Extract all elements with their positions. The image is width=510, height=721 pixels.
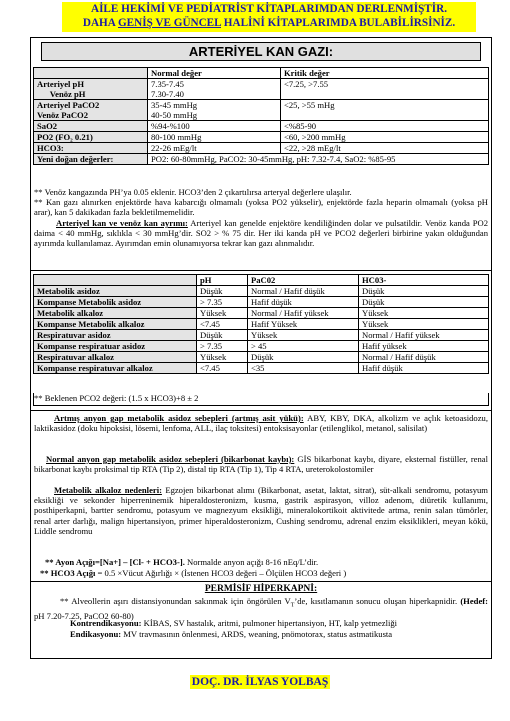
- abg-row-critical: <60, >200 mmHg: [281, 132, 489, 143]
- abg-row-normal: 35-45 mmHg 40-50 mmHg: [148, 100, 281, 121]
- acid-row-paco2: Hafif düşük: [248, 297, 359, 308]
- acid-row-label: Respiratuvar asidoz: [34, 330, 197, 341]
- anion-gap-high: Artmış anyon gap metabolik asidoz sebepleri (artmış asit yükü): ABY, KBY, DKA, alkolizm ve açlık ketoasidozu, laktikasidoz (doku hipoksisi, lösemi, lenfoma, ALL, ilaç toksitesi) entoksisayonlar (etilenglikol, metanol, salisilat): [34, 413, 488, 434]
- acid-row-paco2: Normal / Hafif yüksek: [248, 308, 359, 319]
- acid-row-label: Kompanse Metabolik asidoz: [34, 297, 197, 308]
- acid-row-ph: Yüksek: [197, 308, 248, 319]
- anion-gap-formula: ** Ayon Açığı=[Na+] – [Cl- + HCO3-]. Normalde anyon açığı 8-16 nEq/L’dir.: [45, 557, 319, 567]
- divider: [31, 581, 491, 582]
- abg-row-normal: %94-%100: [148, 121, 281, 132]
- author-signature: DOÇ. DR. İLYAS YOLBAŞ: [191, 676, 329, 688]
- acid-row-ph: > 7.35: [197, 297, 248, 308]
- acid-header-hco3: HC03-: [359, 275, 489, 286]
- abg-header-normal: Normal değer: [148, 68, 281, 79]
- acid-row-label: Metabolik alkaloz: [34, 308, 197, 319]
- acid-header-ph: pH: [197, 275, 248, 286]
- abg-table: [33, 67, 489, 165]
- note-arterial-venous: Arteriyel kan ve venöz kan ayrımı: Arteriyel kan genelde enjektöre kendiliğinden dolar ve pulsatildir. Venöz kanda PO2 daima < 40 mmHg, sıklıkla < 30 mmHg’dir. SO2 > % 75 dir. Her iki kanda pH ve PCO2 değerleri birbirine yakın olduğundan ayırımda kullanılamaz. Ayırımdan emin olunamıyorsa tekrar kan gazı alınmalıdır.: [34, 218, 489, 249]
- abg-row-label: Arteriyel PaCO2 Venöz PaCO2: [34, 100, 148, 121]
- acid-row-label: Kompanse respiratuvar alkaloz: [34, 363, 197, 374]
- acid-row-paco2: Normal / Hafif düşük: [248, 286, 359, 297]
- acid-row-hco3: Hafif düşük: [359, 363, 489, 374]
- banner-line-1: AİLE HEKİMİ VE PEDİATRİST KİTAPLARIMDAN DERLENMİŞTİR.: [91, 3, 447, 15]
- acid-row-hco3: Normal / Hafif düşük: [359, 352, 489, 363]
- acid-row-hco3: Düşük: [359, 297, 489, 308]
- acid-row-paco2: Hafif Yüksek: [248, 319, 359, 330]
- abg-header-critical: Kritik değer: [281, 68, 489, 79]
- acid-row-label: Metabolik asidoz: [34, 286, 197, 297]
- acid-row-hco3: Düşük: [359, 286, 489, 297]
- acid-row-hco3: Normal / Hafif yüksek: [359, 330, 489, 341]
- acid-row-hco3: Yüksek: [359, 319, 489, 330]
- abg-row-label: Yeni doğan değerler:: [34, 154, 148, 165]
- metabolic-alkalosis: Metabolik alkaloz nedenleri: Egzojen bikarbonat alımı (Bikarbonat, asetat, laktat, sitrat), süt-alkali sendromu, potasyum eksikliği ve sekonder hiperreninemik hiperaldosteronizm, kusma, gastrik aspirasyon, villoz adenom, diüretik kullanımı, posthiperkapni, bartter sendromu, potasyum ve magnezyum eksikliği, mineralokortikoit aktivitede artma, renin salan tümörler, renal arter darlığı, malign hipertansiyon, primer hiperaldosteronizm, Cushing sendromu, adrenal enzim eksiklikleri, meyan kökü, Liddle sendromu: [34, 485, 488, 536]
- acid-base-table: [33, 274, 489, 374]
- abg-row-label: SaO2: [34, 121, 148, 132]
- expected-pco2-note: ** Beklenen PCO2 değeri: (1.5 x HCO3)+8 ± 2: [33, 393, 489, 406]
- divider: [31, 270, 491, 271]
- acid-row-ph: Düşük: [197, 286, 248, 297]
- acid-row-paco2: > 45: [248, 341, 359, 352]
- acid-row-hco3: Yüksek: [359, 308, 489, 319]
- acid-row-ph: Düşük: [197, 330, 248, 341]
- abg-row-critical: <7.25, >7.55: [281, 79, 489, 100]
- header-banner: [62, 2, 476, 32]
- acid-row-ph: > 7.35: [197, 341, 248, 352]
- anion-gap-normal: Normal anyon gap metabolik asidoz sebepleri (bikarbonat kaybı): GİS bikarbonat kaybı, diyare, eksternal fistüller, renal bikarbonat kaybı proksimal tip RTA (Tip 2), distal tip RTA (Tip 1), Tip 4 RTA, ureterokolostomiler: [34, 454, 488, 475]
- abg-row-critical: <25, >55 mHg: [281, 100, 489, 121]
- acid-row-paco2: <35: [248, 363, 359, 374]
- acid-row-label: Kompanse Metabolik alkaloz: [34, 319, 197, 330]
- acid-row-paco2: Düşük: [248, 352, 359, 363]
- acid-header-paco2: PaC02: [248, 275, 359, 286]
- acid-row-ph: <7.45: [197, 319, 248, 330]
- divider: [31, 410, 491, 411]
- acid-row-paco2: Yüksek: [248, 330, 359, 341]
- hco3-deficit-formula: ** HCO3 Açığı = 0.5 ×Vücut Ağırlığı × (İstenen HCO3 değeri – Ölçülen HCO3 değeri ): [40, 568, 347, 578]
- acid-row-label: Respiratuvar alkaloz: [34, 352, 197, 363]
- abg-row-label: Arteriyel pH Venöz pH: [34, 79, 148, 100]
- hypercapnia-title: PERMİSİF HİPERKAPNİ:: [204, 584, 318, 594]
- abg-row-critical: <%85-90: [281, 121, 489, 132]
- hypercapnia-contraindication: Kontrendikasyonu: KİBAS, SV hastalık, aritmi, pulmoner hipertansiyon, HT, kalp yetmezliği: [70, 618, 398, 628]
- acid-header-blank: [34, 275, 197, 286]
- acid-row-label: Kompanse respiratuar asidoz: [34, 341, 197, 352]
- note-venous: ** Venöz kangazında PH’ya 0.05 eklenir. HCO3’den 2 çıkartılırsa arteryal değerlere ulaşılır.: [34, 187, 352, 197]
- abg-row-normal: 80-100 mmHg: [148, 132, 281, 143]
- hypercapnia-indication: Endikasyonu: MV travmasının önlenmesi, ARDS, weaning, pnömotorax, status astmatikusta: [70, 629, 393, 639]
- content-frame: [30, 37, 492, 659]
- abg-newborn-values: PO2: 60-80mmHg, PaCO2: 30-45mmHg, pH: 7.32-7.4, SaO2: %85-95: [148, 154, 489, 165]
- abg-header-blank: [34, 68, 148, 79]
- page-title: ARTERİYEL KAN GAZI:: [41, 42, 481, 61]
- acid-row-ph: <7.45: [197, 363, 248, 374]
- hypercapnia-definition: ** Alveollerin aşırı distansiyonundan sakınmak için öngörülen $V_T’de$, kısıtlamanın sonucu oluşan hiperkapnidir. (Hedef: pH 7.20-7.25, PaCO2 60-80): [34, 596, 488, 621]
- abg-row-normal: 22-26 mEg/lt: [148, 143, 281, 154]
- note-sampling: ** Kan gazı alınırken enjektörde hava kabarcığı olmamalı (yoksa PO2 yükselir), enjektörde fazla heparin olmamalı (yoksa pH arar), kan 5 dakikadan fazla bekletilmemelidir.: [34, 197, 488, 218]
- abg-row-normal: 7.35-7.45 7.30-7.40: [148, 79, 281, 100]
- abg-row-label: PO2 (FO₂ 0.21): [34, 132, 148, 143]
- acid-row-hco3: Hafif yüksek: [359, 341, 489, 352]
- abg-row-critical: <22, >28 mEg/lt: [281, 143, 489, 154]
- banner-line-2: DAHA GENİŞ VE GÜNCEL HALİNİ KİTAPLARIMDA BULABİLİRSİNİZ.: [82, 17, 456, 29]
- acid-row-ph: Yüksek: [197, 352, 248, 363]
- abg-row-label: HCO3:: [34, 143, 148, 154]
